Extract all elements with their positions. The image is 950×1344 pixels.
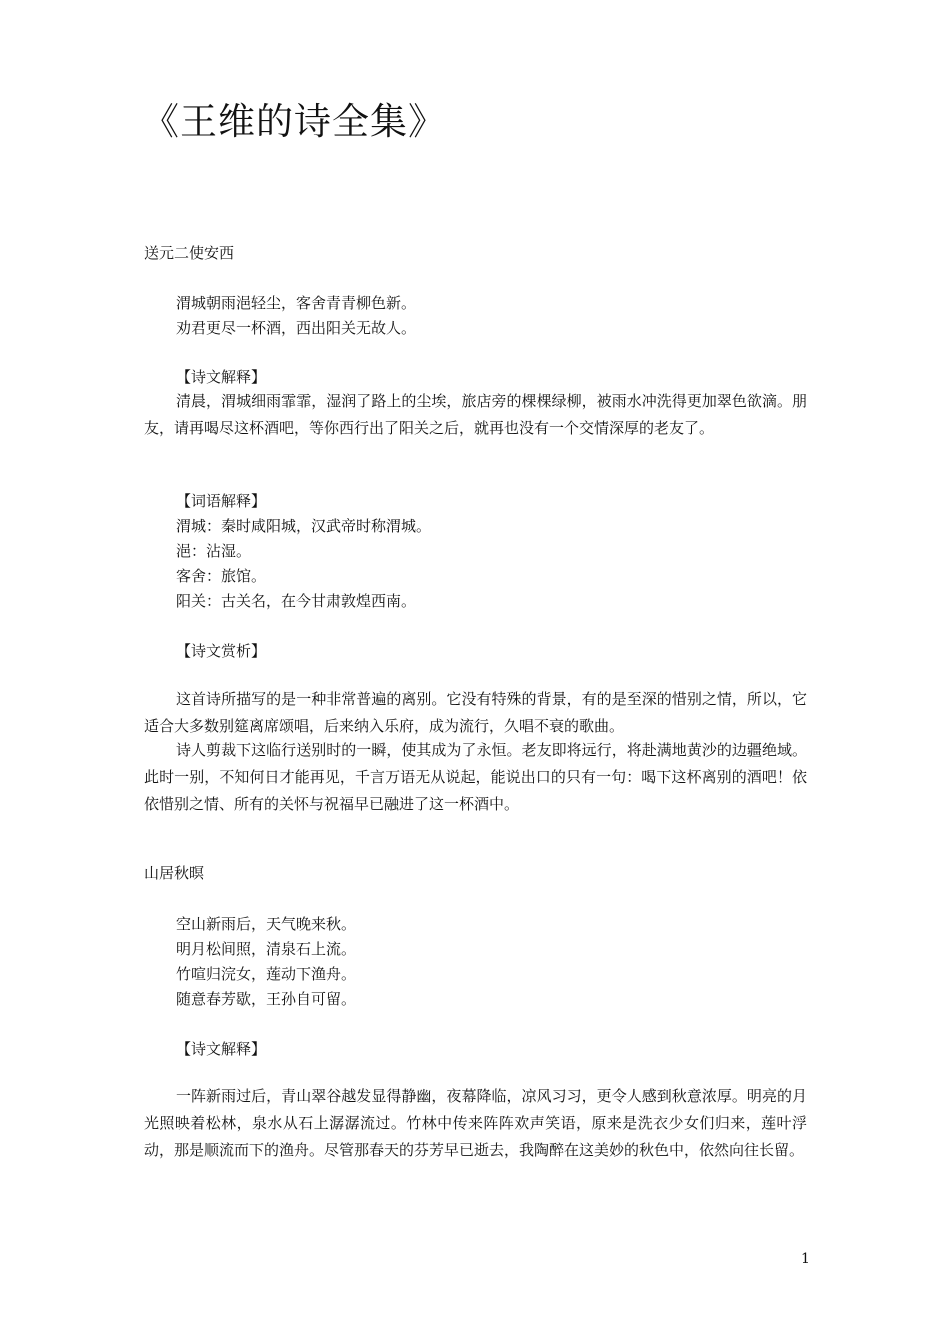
poem-title: 送元二使安西 xyxy=(144,244,235,262)
poem-line: 竹喧归浣女，莲动下渔舟。 xyxy=(176,965,357,983)
section-heading: 【词语解释】 xyxy=(176,492,267,510)
document-title: 《王维的诗全集》 xyxy=(142,100,446,143)
poem-title: 山居秋暝 xyxy=(144,864,205,882)
explanation-paragraph: 一阵新雨过后，青山翠谷越发显得静幽，夜幕降临，凉风习习，更令人感到秋意浓厚。明亮的月光照映着松林，泉水从石上潺潺流过。竹林中传来阵阵欢声笑语，原来是洗衣少女们归来，莲叶浮动，那是顺流而下的渔舟。尽管那春天的芬芳早已逝去，我陶醉在这美妙的秋色中，依然向往长留。 xyxy=(144,1087,807,1159)
section-heading: 【诗文解释】 xyxy=(176,368,267,386)
word-definition: 阳关：古关名，在今甘肃敦煌西南。 xyxy=(176,592,417,610)
word-definition: 客舍：旅馆。 xyxy=(176,567,267,585)
explanation-paragraph: 清晨，渭城细雨霏霏，湿润了路上的尘埃，旅店旁的棵棵绿柳，被雨水冲洗得更加翠色欲滴。朋友，请再喝尽这杯酒吧，等你西行出了阳关之后，就再也没有一个交情深厚的老友了。 xyxy=(144,392,807,437)
word-definition: 渭城：秦时咸阳城，汉武帝时称渭城。 xyxy=(176,517,432,535)
appreciation-paragraph: 这首诗所描写的是一种非常普遍的离别。它没有特殊的背景，有的是至深的惜别之情，所以，它适合大多数别筵离席颂唱，后来纳入乐府，成为流行，久唱不衰的歌曲。 xyxy=(144,690,807,735)
page-number: 1 xyxy=(801,1251,810,1267)
section-heading: 【诗文解释】 xyxy=(176,1040,267,1058)
poem-line: 劝君更尽一杯酒，西出阳关无故人。 xyxy=(176,319,417,337)
poem-line: 明月松间照，清泉石上流。 xyxy=(176,940,357,958)
poem-line: 随意春芳歇，王孙自可留。 xyxy=(176,990,357,1008)
word-definition: 浥：沾湿。 xyxy=(176,542,252,560)
section-heading: 【诗文赏析】 xyxy=(176,642,267,660)
poem-line: 渭城朝雨浥轻尘，客舍青青柳色新。 xyxy=(176,294,417,312)
poem-line: 空山新雨后，天气晚来秋。 xyxy=(176,915,357,933)
appreciation-paragraph: 诗人剪裁下这临行送别时的一瞬，使其成为了永恒。老友即将远行，将赴满地黄沙的边疆绝域。此时一别，不知何日才能再见，千言万语无从说起，能说出口的只有一句：喝下这杯离别的酒吧！依依惜别之情、所有的关怀与祝福早已融进了这一杯酒中。 xyxy=(144,741,807,813)
